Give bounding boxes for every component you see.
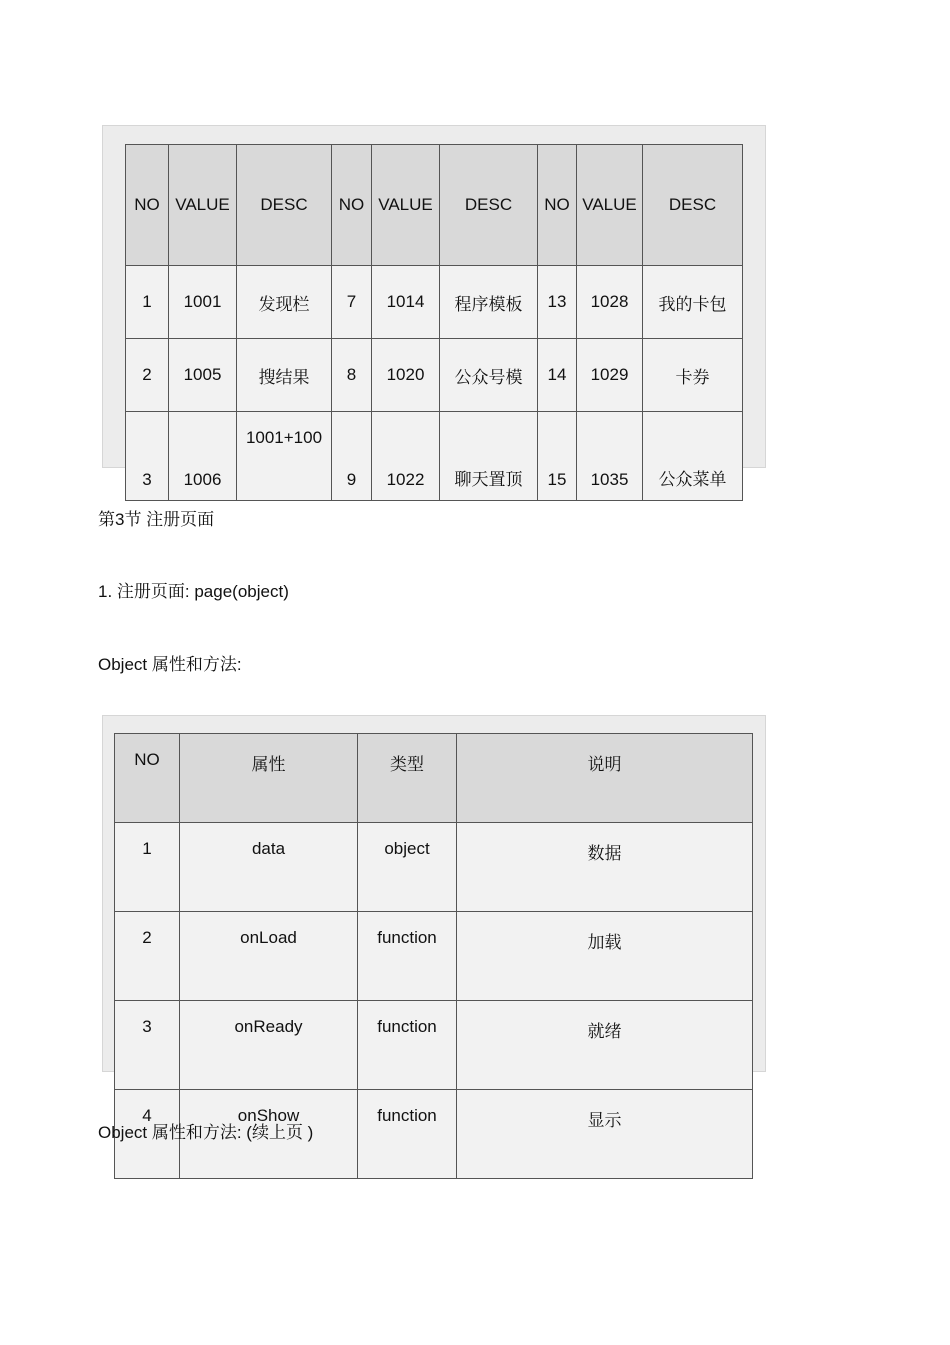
scene-table-frame — [102, 125, 766, 489]
page-table-frame — [102, 715, 766, 1130]
table-cell: 公众号模 — [440, 339, 538, 412]
column-header-desc: DESC — [237, 145, 332, 266]
table-cell: function — [358, 1090, 457, 1179]
column-header-value: VALUE — [372, 145, 440, 266]
table-header-row — [115, 734, 753, 823]
column-header-type: 类型 — [358, 734, 457, 823]
scene-value-table — [125, 144, 743, 501]
table-cell: 2 — [115, 912, 180, 1001]
column-header-desc: DESC — [440, 145, 538, 266]
table-row — [126, 412, 743, 501]
column-header-value: VALUE — [577, 145, 643, 266]
table-cell: 2 — [126, 339, 169, 412]
table-row — [115, 1001, 753, 1090]
table-cell: data — [180, 823, 358, 912]
table-cell: 1014 — [372, 266, 440, 339]
table-header-row — [126, 145, 743, 266]
table-cell: 1029 — [577, 339, 643, 412]
table-cell: 1020 — [372, 339, 440, 412]
table-cell: 1005 — [169, 339, 237, 412]
column-header-no: NO — [126, 145, 169, 266]
table-cell: 1022 — [372, 412, 440, 501]
table-cell: 8 — [332, 339, 372, 412]
table-cell: 公众菜单 — [643, 412, 743, 501]
table-cell: 13 — [538, 266, 577, 339]
table-cell: 1001+100 — [237, 412, 332, 501]
table-cell: 就绪 — [457, 1001, 753, 1090]
table-cell: 数据 — [457, 823, 753, 912]
column-header-desc: DESC — [643, 145, 743, 266]
table-cell: object — [358, 823, 457, 912]
object-props-continued-label: Object 属性和方法: (续上页 ) — [98, 1123, 314, 1142]
table-cell: 3 — [115, 1001, 180, 1090]
column-header-no: NO — [538, 145, 577, 266]
table-row — [115, 912, 753, 1001]
table-cell: 程序模板 — [440, 266, 538, 339]
table-cell: 发现栏 — [237, 266, 332, 339]
table-cell: 1 — [126, 266, 169, 339]
column-header-value: VALUE — [169, 145, 237, 266]
table-cell: 搜结果 — [237, 339, 332, 412]
table-cell: 加载 — [457, 912, 753, 1001]
table-cell: 9 — [332, 412, 372, 501]
column-header-property: 属性 — [180, 734, 358, 823]
table-cell: onReady — [180, 1001, 358, 1090]
table-cell: 1006 — [169, 412, 237, 501]
table-cell: 1001 — [169, 266, 237, 339]
table-cell: 3 — [126, 412, 169, 501]
table-cell: 聊天置顶 — [440, 412, 538, 501]
table-cell: 卡券 — [643, 339, 743, 412]
table-cell: 15 — [538, 412, 577, 501]
table-row — [126, 266, 743, 339]
column-header-no: NO — [332, 145, 372, 266]
table-row — [126, 339, 743, 412]
table-cell: 4 — [115, 1090, 180, 1179]
column-header-no: NO — [115, 734, 180, 823]
table-cell: 1035 — [577, 412, 643, 501]
table-cell: function — [358, 1001, 457, 1090]
table-cell: 显示 — [457, 1090, 753, 1179]
table-cell: onShow — [180, 1090, 358, 1179]
column-header-description: 说明 — [457, 734, 753, 823]
register-page-item: 1. 注册页面: page(object) — [98, 582, 289, 601]
page-object-table — [114, 733, 753, 1179]
table-cell: function — [358, 912, 457, 1001]
section-heading: 第3节 注册页面 — [98, 510, 215, 529]
table-cell: onLoad — [180, 912, 358, 1001]
table-cell: 我的卡包 — [643, 266, 743, 339]
table-cell: 1028 — [577, 266, 643, 339]
table-cell: 14 — [538, 339, 577, 412]
table-row — [115, 823, 753, 912]
object-props-label: Object 属性和方法: — [98, 655, 242, 674]
table-cell: 1 — [115, 823, 180, 912]
table-cell: 7 — [332, 266, 372, 339]
